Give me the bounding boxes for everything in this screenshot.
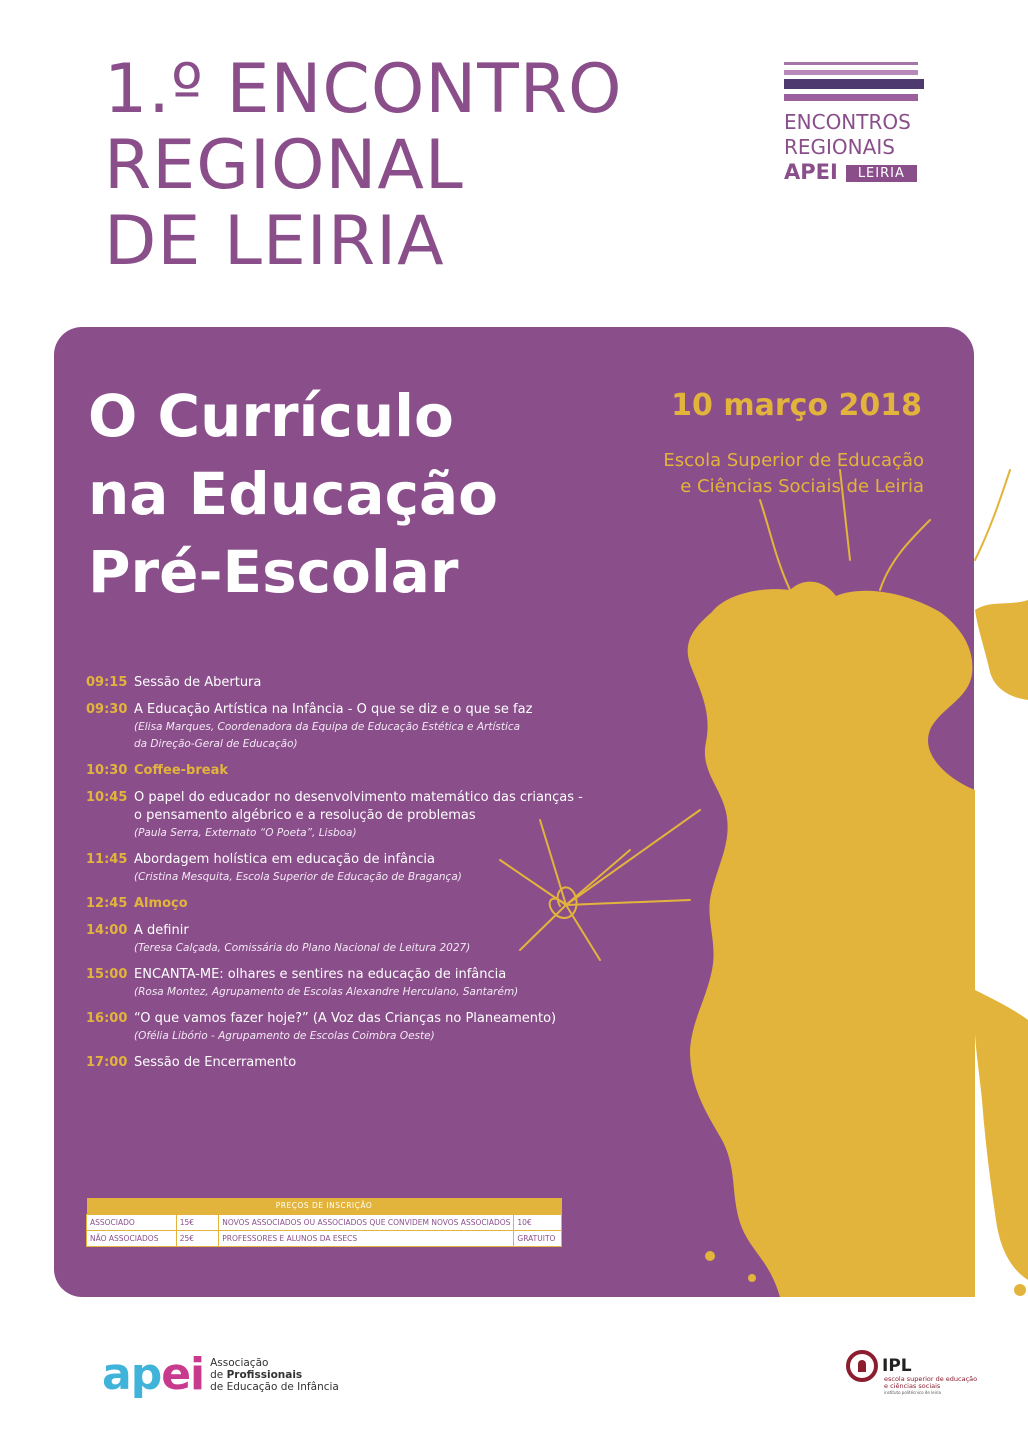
apei-logo-line-part: de <box>210 1369 227 1381</box>
program-time: 09:15 <box>86 675 128 690</box>
logo-apei: APEI <box>784 160 838 184</box>
program-title: “O que vamos fazer hoje?” (A Voz das Crianças no Planeamento) <box>134 1011 557 1026</box>
program-item <box>86 922 586 957</box>
program-speaker: (Teresa Calçada, Comissária do Plano Nacional de Leitura 2027) <box>134 942 471 954</box>
ipl-mark-icon <box>846 1350 878 1382</box>
program-time: 09:30 <box>86 702 128 717</box>
program-title: A Educação Artística na Infância - O que se diz e o que se faz <box>134 702 533 717</box>
event-title-line: DE LEIRIA <box>104 202 445 281</box>
ipl-logo-subtitle: e ciências sociais <box>884 1382 941 1390</box>
apei-logo-word-part: ei <box>161 1349 205 1400</box>
apei-logo-line <box>210 1369 339 1381</box>
program-time: 16:00 <box>86 1011 128 1026</box>
ipl-logo-subtitle: instituto politécnico de leiria <box>884 1390 941 1395</box>
program-item <box>86 674 586 692</box>
conference-title-line: Pré-Escolar <box>88 538 459 606</box>
conference-title <box>88 377 498 611</box>
logo-bar <box>784 70 918 75</box>
event-title-line: REGIONAL <box>104 126 464 205</box>
program-speaker: (Cristina Mesquita, Escola Superior de Educação de Bragança) <box>134 871 462 883</box>
price-category: ASSOCIADO <box>87 1214 177 1230</box>
program-time: 11:45 <box>86 852 128 867</box>
program-schedule <box>86 674 586 1081</box>
price-category: NOVOS ASSOCIADOS OU ASSOCIADOS QUE CONVIDEM NOVOS ASSOCIADOS <box>219 1214 514 1230</box>
price-value: GRATUITO <box>514 1230 562 1246</box>
price-value: 10€ <box>514 1214 562 1230</box>
program-speaker: (Paula Serra, Externato “O Poeta”, Lisboa) <box>134 827 357 839</box>
event-title-line: 1.º ENCONTRO <box>104 50 623 129</box>
logo-leiria-tag: LEIRIA <box>846 165 917 182</box>
event-title <box>104 52 623 280</box>
logo-line-regionais: REGIONAIS <box>784 135 895 159</box>
ipl-logo-subtitle: escola superior de educação <box>884 1375 978 1383</box>
venue-line: e Ciências Sociais de Leiria <box>680 476 924 497</box>
apei-logo-line-part: Profissionais <box>226 1369 303 1381</box>
program-time: 10:45 <box>86 790 128 805</box>
apei-logo <box>102 1350 339 1400</box>
program-item <box>86 1010 586 1045</box>
program-title: o pensamento algébrico e a resolução de problemas <box>134 808 476 823</box>
logo-bars <box>784 60 924 104</box>
ipl-logo <box>846 1350 976 1395</box>
program-item <box>86 701 586 753</box>
logo-bar <box>784 94 918 101</box>
program-title: Sessão de Encerramento <box>134 1055 297 1070</box>
program-speaker: (Rosa Montez, Agrupamento de Escolas Alexandre Herculano, Santarém) <box>134 986 519 998</box>
program-time: 10:30 <box>86 763 128 778</box>
program-item <box>86 851 586 886</box>
prices-table-header: PREÇOS DE INSCRIÇÃO <box>87 1198 562 1214</box>
program-title: Almoço <box>134 896 188 911</box>
program-speaker: (Ofélia Libório - Agrupamento de Escolas Coimbra Oeste) <box>134 1030 435 1042</box>
program-title: Abordagem holística em educação de infância <box>134 852 435 867</box>
program-item <box>86 1054 586 1072</box>
price-value: 25€ <box>176 1230 219 1246</box>
program-item <box>86 762 586 780</box>
apei-logo-word-part: ap <box>102 1349 162 1400</box>
program-title: Coffee-break <box>134 763 228 778</box>
program-time: 12:45 <box>86 896 128 911</box>
logo-line-encontros: ENCONTROS <box>784 110 911 134</box>
venue-line: Escola Superior de Educação <box>663 450 924 471</box>
program-time: 14:00 <box>86 923 128 938</box>
program-time: 17:00 <box>86 1055 128 1070</box>
prices-table <box>86 1198 562 1247</box>
program-title: Sessão de Abertura <box>134 675 262 690</box>
event-date: 10 março 2018 <box>671 388 922 423</box>
table-row <box>87 1230 562 1246</box>
event-venue <box>663 448 924 500</box>
series-logo <box>784 60 924 185</box>
price-value: 15€ <box>176 1214 219 1230</box>
program-item <box>86 895 586 913</box>
program-title: O papel do educador no desenvolvimento matemático das crianças - <box>134 790 583 805</box>
apei-logo-line: Associação <box>210 1357 269 1369</box>
price-category: PROFESSORES E ALUNOS DA ESECS <box>219 1230 514 1246</box>
program-time: 15:00 <box>86 967 128 982</box>
program-speaker: (Elisa Marques, Coordenadora da Equipa de Educação Estética e Artística <box>134 721 521 733</box>
program-title: A definir <box>134 923 189 938</box>
apei-logo-word <box>102 1350 204 1400</box>
table-row <box>87 1214 562 1230</box>
price-category: NÃO ASSOCIADOS <box>87 1230 177 1246</box>
program-title: ENCANTA-ME: olhares e sentires na educação de infância <box>134 967 507 982</box>
conference-title-line: O Currículo <box>88 382 454 450</box>
logo-bar <box>784 79 924 89</box>
ipl-logo-word: IPL <box>882 1356 912 1376</box>
conference-title-line: na Educação <box>88 460 498 528</box>
program-item <box>86 966 586 1001</box>
program-item <box>86 789 586 842</box>
logo-bar <box>784 62 918 65</box>
apei-logo-line: de Educação de Infância <box>210 1381 339 1393</box>
apei-logo-text <box>210 1357 339 1393</box>
program-speaker: da Direção-Geral de Educação) <box>134 738 298 750</box>
